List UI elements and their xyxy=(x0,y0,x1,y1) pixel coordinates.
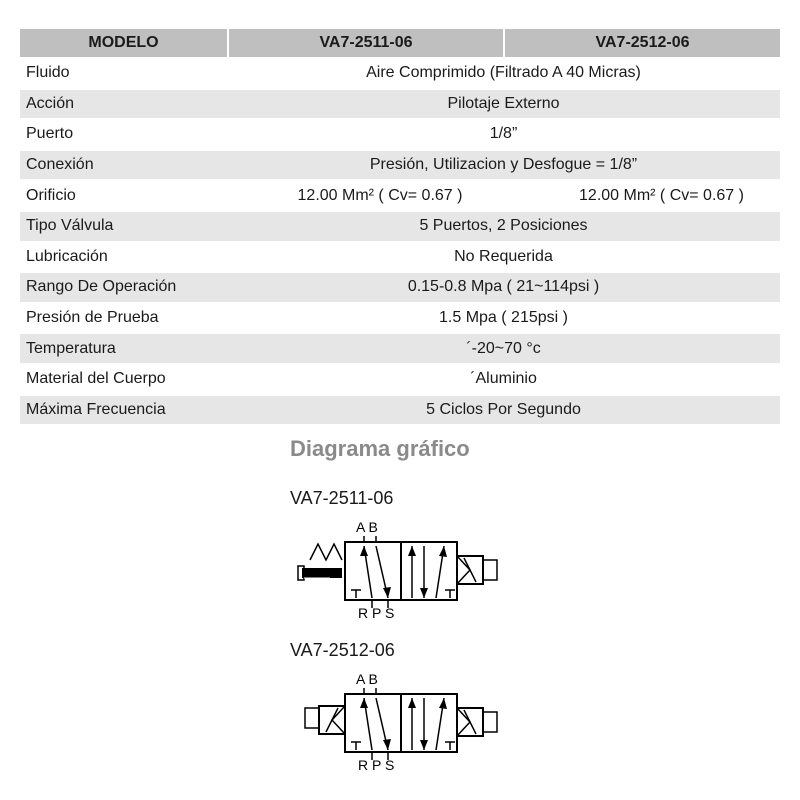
table-row xyxy=(20,151,780,180)
row-value: 1.5 Mpa ( 215psi ) xyxy=(439,309,568,327)
table-row xyxy=(20,120,780,149)
arrow-icon xyxy=(408,698,416,708)
table-row xyxy=(20,365,780,394)
row-label: Tipo Válvula xyxy=(20,212,227,241)
spring-icon xyxy=(310,544,342,560)
diagram-title: Diagrama gráfico xyxy=(290,436,470,461)
arrow-icon xyxy=(420,588,428,598)
valve-symbol-2512-svg xyxy=(290,668,530,780)
top-ports-label: A B xyxy=(356,671,378,687)
row-value: No Requerida xyxy=(454,247,553,265)
row-value: Presión, Utilizacion y Desfogue = 1/8” xyxy=(227,151,780,180)
top-ports-label: A B xyxy=(356,519,378,535)
table-row xyxy=(20,181,780,210)
arrow-icon xyxy=(360,698,368,708)
row-value-b: 12.00 Mm² ( Cv= 0.67 ) xyxy=(579,186,744,204)
valve-symbol-2512 xyxy=(290,668,530,785)
table-row xyxy=(20,59,780,88)
row-value: Aire Comprimido (Filtrado A 40 Micras) xyxy=(366,64,641,82)
table-row xyxy=(20,396,780,425)
row-label: Material del Cuerpo xyxy=(26,370,166,388)
row-value: Pilotaje Externo xyxy=(227,90,780,119)
solenoid-icon xyxy=(305,708,319,728)
table-row xyxy=(20,273,780,302)
valve-model-label-2511: VA7-2511-06 xyxy=(290,488,394,508)
row-label: Puerto xyxy=(26,125,74,143)
valve-symbol-2511-svg xyxy=(290,516,530,628)
row-label: Presión de Prueba xyxy=(26,309,159,327)
pilot-block-icon xyxy=(302,568,342,578)
row-label: Conexión xyxy=(20,151,227,180)
valve-symbol-2511 xyxy=(290,516,530,633)
row-value: 5 Puertos, 2 Posiciones xyxy=(227,212,780,241)
table-row xyxy=(20,334,780,363)
row-value: ´-20~70 °c xyxy=(227,334,780,363)
header-va7-2511-06: VA7-2511-06 xyxy=(227,29,503,57)
table-header-row xyxy=(20,29,780,57)
arrow-icon xyxy=(408,546,416,556)
header-va7-2512-06: VA7-2512-06 xyxy=(503,29,780,57)
row-label: Temperatura xyxy=(20,334,227,363)
header-model: MODELO xyxy=(20,29,227,57)
row-value: 1/8” xyxy=(489,125,518,143)
row-value: 0.15-0.8 Mpa ( 21~114psi ) xyxy=(227,273,780,302)
row-value: ´Aluminio xyxy=(470,370,537,388)
arrow-icon xyxy=(420,740,428,750)
spec-table xyxy=(20,27,780,426)
valve-model-label-2512: VA7-2512-06 xyxy=(290,640,395,660)
table-row xyxy=(20,243,780,272)
table-row xyxy=(20,90,780,119)
row-value: 5 Ciclos Por Segundo xyxy=(227,396,780,425)
row-label: Máxima Frecuencia xyxy=(20,396,227,425)
bottom-ports-label: R P S xyxy=(358,757,395,773)
row-label: Lubricación xyxy=(26,247,108,265)
table-row xyxy=(20,304,780,333)
row-label: Fluido xyxy=(26,64,70,82)
row-label: Acción xyxy=(20,90,227,119)
bottom-ports-label: R P S xyxy=(358,605,395,621)
row-value-a: 12.00 Mm² ( Cv= 0.67 ) xyxy=(297,186,463,204)
row-label: Rango De Operación xyxy=(20,273,227,302)
arrow-icon xyxy=(360,546,368,556)
row-label: Orificio xyxy=(26,186,76,204)
table-row xyxy=(20,212,780,241)
